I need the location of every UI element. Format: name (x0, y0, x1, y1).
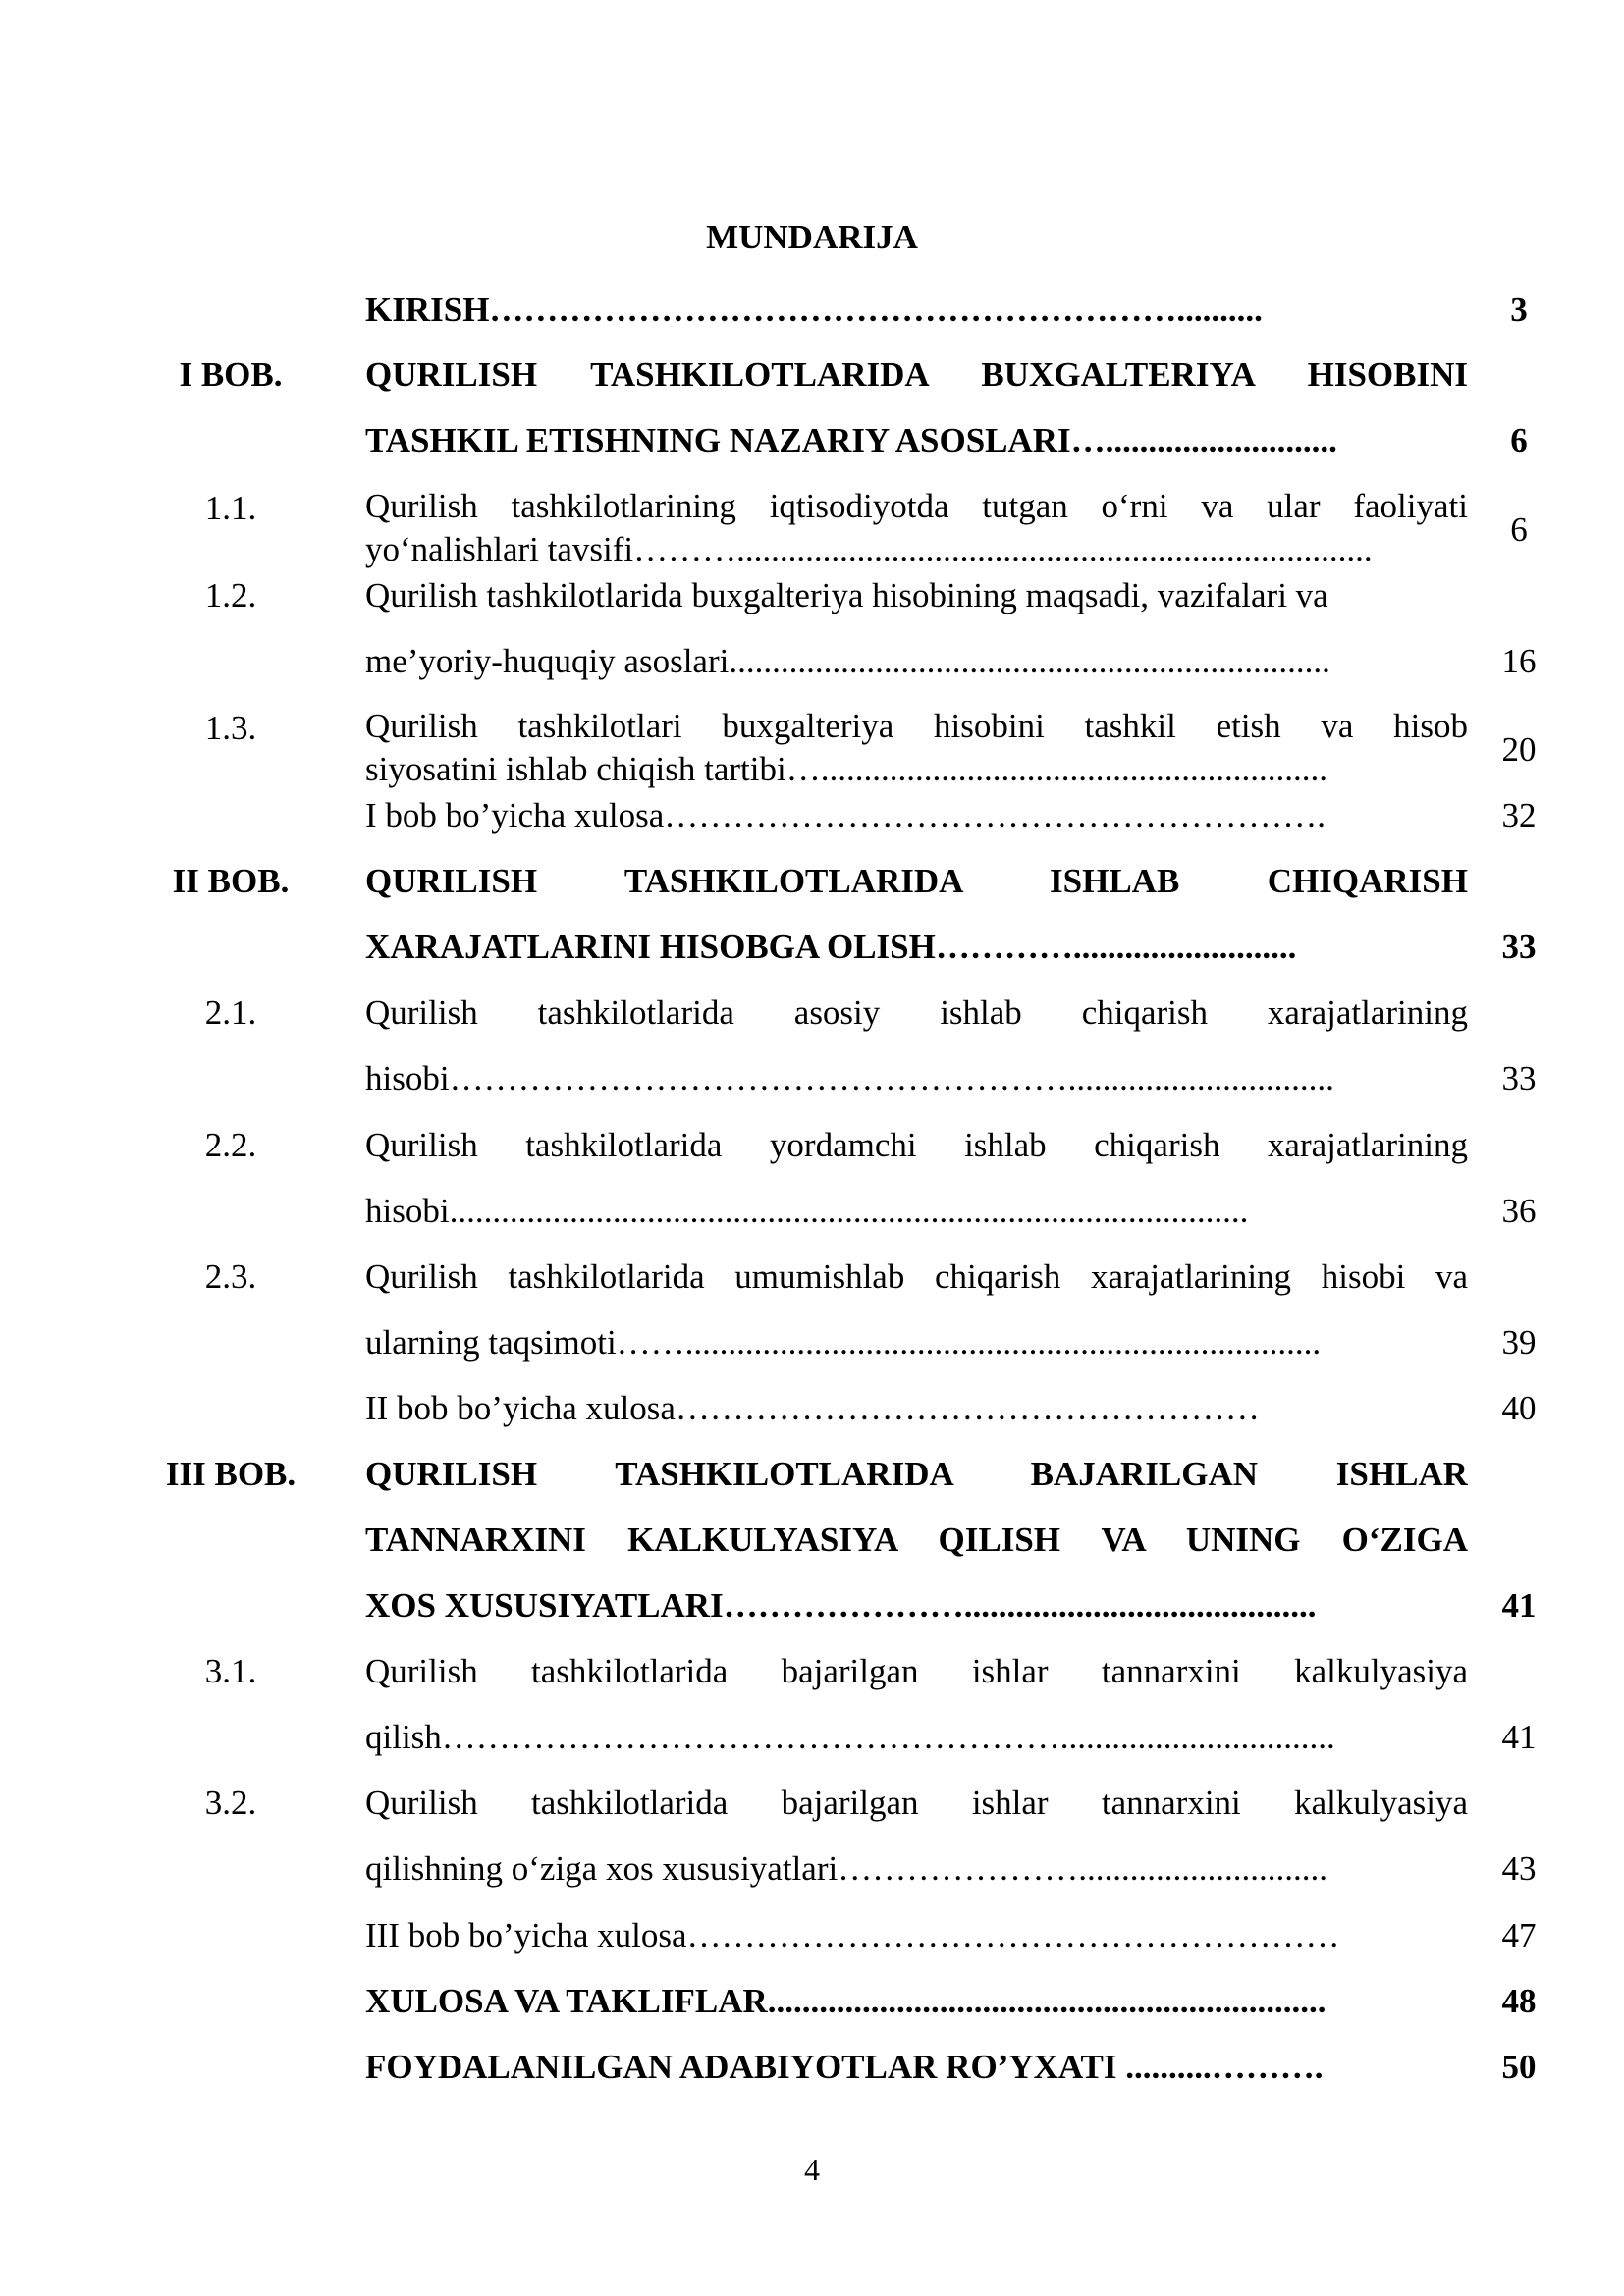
toc-entry-title-line: Qurilish tashkilotlari buxgalteriya hisobini tashkil etish va hisob (365, 707, 1468, 745)
toc-entry-title-line: XOS XUSUSIYATLARI…………………......................................... (365, 1586, 1317, 1625)
toc-entry-title: II bob bo’yicha xulosa…………………………………………… (365, 1389, 1260, 1427)
toc-entry-title-line: XARAJATLARINI HISOBGA OLISH………….......................... (365, 928, 1297, 966)
toc-entry-title-line: QURILISH TASHKILOTLARIDA BAJARILGAN ISHLAR (365, 1455, 1468, 1493)
toc-page-number: 36 (1501, 1192, 1537, 1230)
toc-page-number: 43 (1501, 1849, 1537, 1888)
toc-entry-title-line: hisobi............................................................................................. (365, 1192, 1249, 1230)
toc-entry-title-line: TASHKIL ETISHNING NAZARIY ASOSLARI…........................... (365, 421, 1337, 459)
toc-entry-title-line: QURILISH TASHKILOTLARIDA ISHLAB CHIQARISH (365, 862, 1468, 900)
toc-entry-title-line: Qurilish tashkilotlarining iqtisodiyotda tutgan o‘rni va ular faoliyati (365, 487, 1468, 525)
toc-page-number: 50 (1501, 2048, 1537, 2086)
toc-entry-number: III BOB. (165, 1455, 297, 1493)
toc-entry-title-line: qilish………………………………………………................................ (365, 1718, 1335, 1756)
toc-page-number: 47 (1501, 1916, 1537, 1954)
toc-entry-title-line: Qurilish tashkilotlarida bajarilgan ishlar tannarxini kalkulyasiya (365, 1784, 1468, 1822)
toc-page-number: 48 (1501, 1982, 1537, 2020)
toc-page-number: 32 (1501, 796, 1537, 834)
toc-entry-title-line: siyosatini ishlab chiqish tartibi…........................................................... (365, 750, 1327, 788)
toc-entry-number: I BOB. (179, 355, 283, 394)
toc-entry-title: III bob bo’yicha xulosa………………………………………………… (365, 1916, 1340, 1954)
toc-entry-title: KIRISH…………………………………………………….......... (365, 291, 1263, 329)
toc-entry-title-line: Qurilish tashkilotlarida yordamchi ishlab chiqarish xarajatlarining (365, 1126, 1468, 1164)
toc-entry-number: 1.2. (204, 576, 257, 614)
toc-entry-title: I bob bo’yicha xulosa…………………………………………………. (365, 796, 1326, 834)
toc-page-number: 39 (1501, 1323, 1537, 1362)
toc-entry-number: 1.3. (204, 709, 257, 747)
toc-page-number: 33 (1501, 928, 1537, 966)
page-title: MUNDARIJA (706, 218, 918, 256)
toc-entry-title-line: QURILISH TASHKILOTLARIDA BUXGALTERIYA HISOBINI (365, 355, 1468, 394)
toc-entry-number: II BOB. (172, 862, 290, 900)
toc-entry-title-line: ularning taqsimoti…….......................................................................... (365, 1323, 1322, 1362)
toc-page-number: 3 (1510, 291, 1528, 329)
toc-entry-title-line: Qurilish tashkilotlarida bajarilgan ishlar tannarxini kalkulyasiya (365, 1652, 1468, 1690)
toc-page-number: 6 (1510, 510, 1528, 549)
footer-page-number: 4 (804, 2152, 820, 2187)
toc-page-number: 16 (1501, 642, 1537, 680)
toc-entry-number: 2.1. (204, 993, 257, 1032)
toc-page-number: 20 (1501, 730, 1537, 769)
toc-entry-title-line: Qurilish tashkilotlarida asosiy ishlab chiqarish xarajatlarining (365, 993, 1468, 1032)
toc-entry-title-line: Qurilish tashkilotlarida buxgalteriya hisobining maqsadi, vazifalari va (365, 576, 1328, 614)
toc-entry-title-line: hisobi………………………………………………............................... (365, 1059, 1334, 1097)
toc-entry-title-line: TANNARXINI KALKULYASIYA QILISH VA UNING O‘ZIGA (365, 1521, 1468, 1559)
toc-entry-number: 1.1. (204, 489, 257, 527)
toc-entry-number: 3.1. (204, 1652, 257, 1690)
toc-entry-number: 2.3. (204, 1257, 257, 1296)
toc-entry-number: 3.2. (204, 1784, 257, 1822)
toc-entry-title: FOYDALANILGAN ADABIYOTLAR RO’YXATI ..........………. (365, 2048, 1324, 2086)
toc-page-number: 33 (1501, 1059, 1537, 1097)
toc-page-number: 41 (1501, 1718, 1537, 1756)
toc-page-number: 40 (1501, 1389, 1537, 1427)
toc-entry-title-line: me’yoriy-huquqiy asoslari...................................................................... (365, 642, 1330, 680)
toc-entry-title-line: qilishning o‘ziga xos xususiyatlari…………………............................. (365, 1849, 1327, 1888)
toc-page-number: 6 (1510, 421, 1528, 459)
toc-entry-number: 2.2. (204, 1126, 257, 1164)
toc-entry-title: XULOSA VA TAKLIFLAR................................................................. (365, 1982, 1326, 2020)
toc-page-number: 41 (1501, 1586, 1537, 1625)
toc-entry-title-line: yo‘nalishlari tavsifi……….......................................................................... (365, 530, 1373, 568)
toc-entry-title-line: Qurilish tashkilotlarida umumishlab chiqarish xarajatlarining hisobi va (365, 1257, 1468, 1296)
